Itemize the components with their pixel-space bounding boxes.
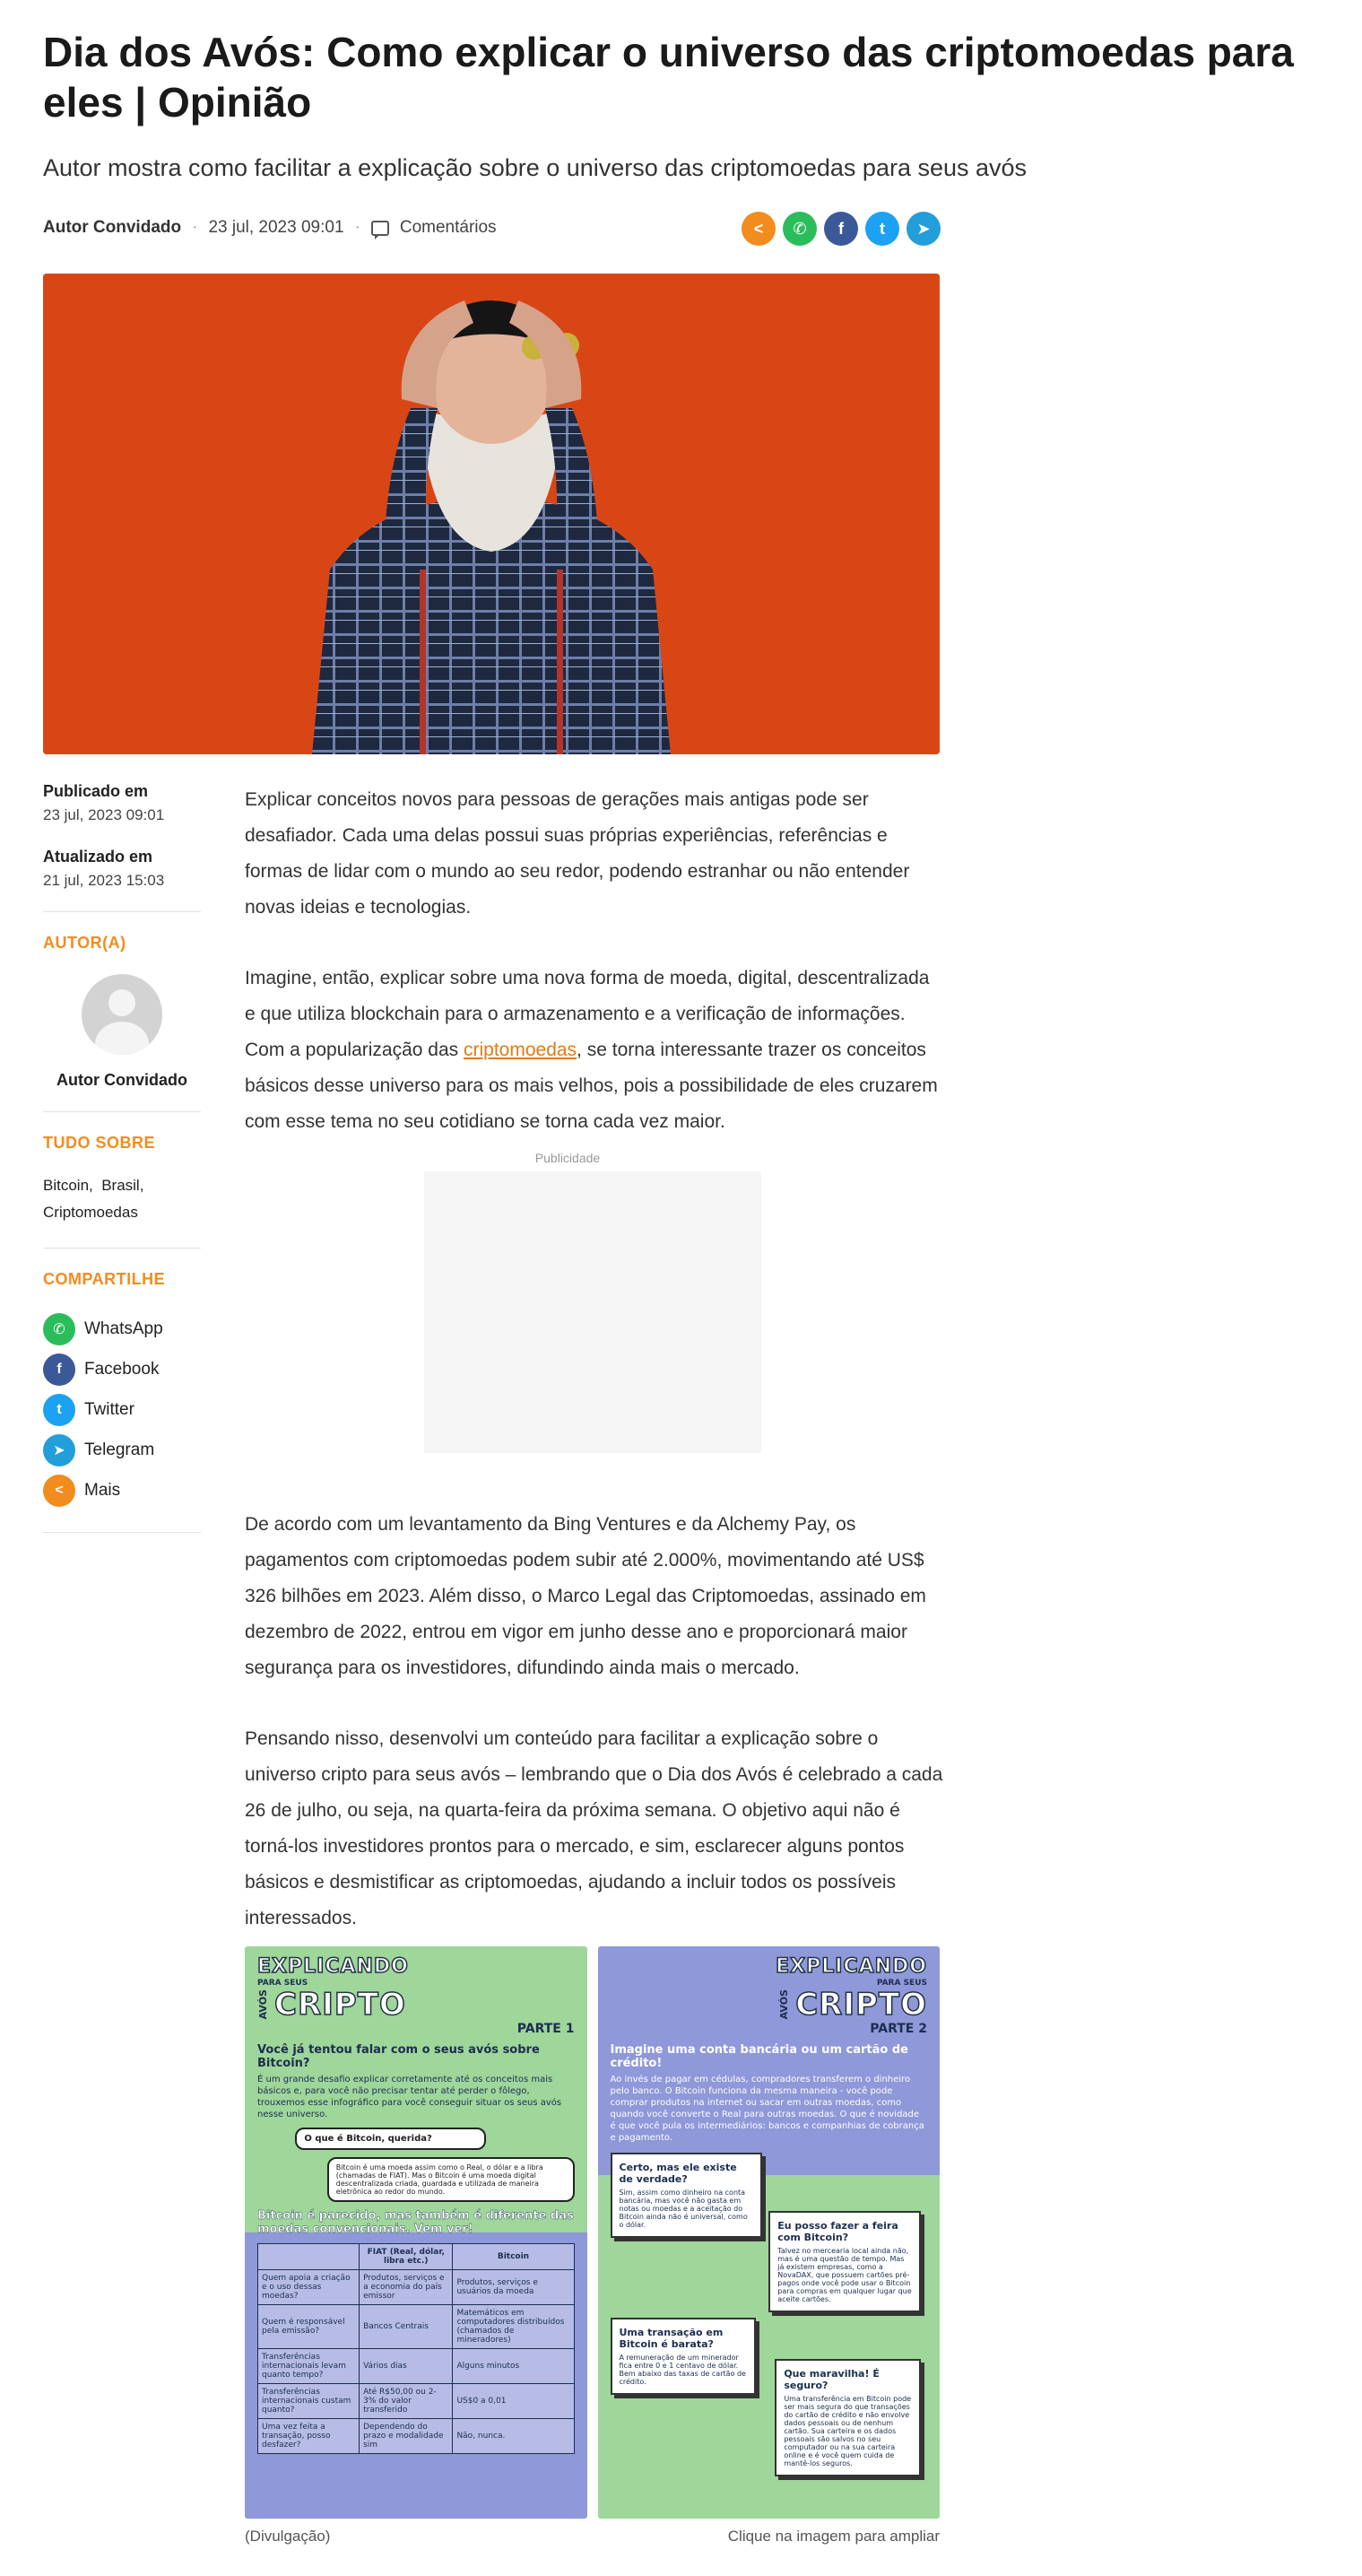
divider bbox=[43, 1248, 201, 1249]
share-buttons-top bbox=[742, 212, 941, 246]
paragraph-text: Imagine, então, explicar sobre uma nova forma de moeda, digital, descentralizada e que utiliza blockchain para o armazenamento e a verificação de informações. Com a popularização das bbox=[245, 968, 930, 1060]
table-cell: Transferências internacionais levam quanto tempo? bbox=[258, 2349, 360, 2384]
infographic-card bbox=[775, 2359, 921, 2476]
tag-list bbox=[43, 1172, 201, 1226]
infographic-intro: Ao invés de pagar em cédulas, compradores transferem o dinheiro pelo banco. O Bitcoin funciona da mesma maneira - você pode comprar produtos na internet ou sacar em outras moedas, como quando você converte o Real para outras moedas. O que é novidade é que você pula os intermediários: bancos e companhias de cobrança e pagamento. bbox=[610, 2075, 924, 2143]
table-cell: Não, nunca. bbox=[453, 2419, 574, 2454]
whatsapp-icon: ✆ bbox=[43, 1313, 75, 1345]
card-text: Talvez no mercearia local ainda não, mas é uma questão de tempo. Mas já existem empresas, como a NovaDAX, que possuem cartões pré-pagos onde você pode usar o Bitcoin para compras em qualquer lugar que aceite cartões. bbox=[777, 2247, 912, 2303]
infographic-gallery[interactable] bbox=[245, 1946, 940, 2519]
table-cell: Uma vez feita a transação, posso desfazer? bbox=[258, 2419, 360, 2454]
paragraph bbox=[245, 961, 944, 1140]
infographic-card bbox=[611, 2318, 757, 2395]
tag-bitcoin[interactable]: Bitcoin, bbox=[43, 1177, 93, 1194]
infographic-part-2[interactable] bbox=[598, 1946, 941, 2519]
share-twitter[interactable] bbox=[43, 1389, 201, 1430]
speech-bubble: O que é Bitcoin, querida? bbox=[295, 2128, 485, 2150]
speech-bubble: Bitcoin é uma moeda assim como o Real, o dólar e a libra (chamadas de FIAT). Mas o Bitcoin é uma moeda digital descentralizada criada, guardada e utilizada de maneira eletrônica ao redor do mundo. bbox=[327, 2157, 575, 2202]
infographic-para-label: PARA SEUS bbox=[257, 1979, 308, 1988]
published-label: Publicado em bbox=[43, 782, 149, 800]
table-cell: Produtos, serviços e a economia do país emissor bbox=[360, 2270, 453, 2305]
share-facebook-label: Facebook bbox=[84, 1359, 160, 1379]
infographic-heading: EXPLICANDO bbox=[776, 1955, 927, 1978]
table-cell: Quem apoia a criação e o uso dessas moedas? bbox=[258, 2270, 360, 2305]
image-captions bbox=[245, 2528, 940, 2546]
facebook-icon: f bbox=[43, 1353, 75, 1386]
published-date: 23 jul, 2023 09:01 bbox=[43, 806, 165, 823]
infographic-question: Você já tentou falar com o seus avós sobre Bitcoin? bbox=[257, 2043, 540, 2070]
card-title: Que maravilha! É seguro? bbox=[784, 2368, 880, 2391]
twitter-icon: t bbox=[43, 1394, 75, 1426]
card-text: Sim, assim como dinheiro na conta bancária, mas você não gasta em notas ou moedas e a aceitação do Bitcoin ainda não é universal, como o dólar. bbox=[619, 2189, 748, 2229]
infographic-big-title: CRIPTO bbox=[795, 1987, 927, 2023]
share-whatsapp-label: WhatsApp bbox=[84, 1318, 163, 1338]
infographic-part-1[interactable] bbox=[245, 1946, 587, 2519]
article-meta bbox=[43, 218, 497, 238]
divider bbox=[43, 1532, 201, 1533]
facebook-icon[interactable]: f bbox=[824, 212, 858, 246]
infographic-side-label: AVÓS bbox=[257, 1989, 269, 2020]
card-text: A remuneração de um minerador fica entre 0 e 1 centavo de dólar. Bem abaixo das taxas de cartão de crédito. bbox=[619, 2354, 746, 2386]
infographic-para-label: PARA SEUS bbox=[876, 1979, 927, 1988]
table-cell: Bancos Centrais bbox=[360, 2305, 453, 2349]
share-more[interactable] bbox=[43, 1470, 201, 1510]
card-title: Eu posso fazer a feira com Bitcoin? bbox=[777, 2220, 898, 2243]
updated-label: Atualizado em bbox=[43, 848, 153, 866]
infographic-intro: É um grande desafio explicar corretamente até os conceitos mais básicos e, para você não precisar tentar até perder o fôlego, trouxemos esse infográfico para você conseguir situar os seus avós nesse universo. bbox=[257, 2075, 562, 2119]
infographic-compare-heading: Bitcoin é parecido, mas também é diferente das moedas convencionais. Vem ver! bbox=[257, 2209, 574, 2236]
card-title: Certo, mas ele existe de verdade? bbox=[619, 2162, 737, 2185]
table-cell: Transferências internacionais custam quanto? bbox=[258, 2384, 360, 2419]
separator: · bbox=[192, 218, 198, 237]
comments-link[interactable]: Comentários bbox=[399, 218, 497, 237]
article-subtitle: Autor mostra como facilitar a explicação sobre o universo das criptomoedas para seus avós bbox=[43, 154, 1028, 181]
share-facebook[interactable] bbox=[43, 1349, 201, 1389]
tag-criptomoedas[interactable]: Criptomoedas bbox=[43, 1204, 138, 1221]
comment-icon[interactable] bbox=[371, 221, 389, 236]
caption-credit: (Divulgação) bbox=[245, 2528, 331, 2545]
criptomoedas-link[interactable]: criptomoedas bbox=[463, 1040, 577, 1060]
share-icon[interactable]: < bbox=[742, 212, 776, 246]
twitter-icon[interactable]: t bbox=[865, 212, 899, 246]
infographic-question: Imagine uma conta bancária ou um cartão de crédito! bbox=[610, 2043, 908, 2070]
telegram-icon[interactable]: ➤ bbox=[907, 212, 941, 246]
table-cell: Até R$50,00 ou 2-3% do valor transferido bbox=[360, 2384, 453, 2419]
share-telegram-label: Telegram bbox=[84, 1440, 155, 1459]
share-whatsapp[interactable] bbox=[43, 1309, 201, 1349]
table-cell: Matemáticos em computadores distribuídos (chamados de mineradores) bbox=[453, 2305, 574, 2349]
comparison-table bbox=[257, 2243, 575, 2454]
table-header: Bitcoin bbox=[453, 2244, 574, 2270]
share-icon: < bbox=[43, 1475, 75, 1507]
hero-image bbox=[43, 274, 940, 754]
table-row bbox=[258, 2349, 575, 2384]
infographic-card bbox=[768, 2211, 921, 2312]
topics-heading: TUDO SOBRE bbox=[43, 1134, 156, 1152]
share-twitter-label: Twitter bbox=[84, 1399, 134, 1419]
table-row bbox=[258, 2270, 575, 2305]
meta-date: 23 jul, 2023 09:01 bbox=[208, 218, 344, 237]
paragraph: Explicar conceitos novos para pessoas de gerações mais antigas pode ser desafiador. Cada uma delas possui suas próprias experiências, referências e formas de lidar com o mundo ao seu redor, podendo estranhar ou não entender novas ideias e tecnologias. bbox=[245, 789, 910, 918]
infographic-heading: EXPLICANDO bbox=[257, 1955, 409, 1978]
table-cell: Quem é responsável pela emissão? bbox=[258, 2305, 360, 2349]
infographic-part-label: PARTE 2 bbox=[870, 2022, 927, 2036]
table-header bbox=[258, 2244, 360, 2270]
ad-label: Publicidade bbox=[534, 1151, 601, 1165]
divider bbox=[43, 1111, 201, 1112]
meta-author-link[interactable]: Autor Convidado bbox=[43, 218, 182, 237]
table-cell: Alguns minutos bbox=[453, 2349, 574, 2384]
divider bbox=[43, 911, 201, 912]
share-telegram[interactable] bbox=[43, 1430, 201, 1470]
paragraph: De acordo com um levantamento da Bing Ventures e da Alchemy Pay, os pagamentos com criptomoedas podem subir até 2.000%, movimentando até US$ 326 bilhões em 2023. Além disso, o Marco Legal das Criptomoedas, assinado em dezembro de 2022, entrou em vigor em junho desse ano e proporcionará maior segurança para os investidores, difundindo ainda mais o mercado. bbox=[245, 1514, 926, 1678]
infographic-card bbox=[611, 2153, 763, 2238]
table-row bbox=[258, 2305, 575, 2349]
article-body bbox=[245, 782, 944, 1971]
infographic-big-title: CRIPTO bbox=[274, 1987, 406, 2023]
share-more-label: Mais bbox=[84, 1480, 121, 1500]
table-cell: Vários dias bbox=[360, 2349, 453, 2384]
table-cell: Produtos, serviços e usuários da moeda bbox=[453, 2270, 574, 2305]
author-name-link[interactable]: Autor Convidado bbox=[56, 1071, 187, 1089]
ad-placeholder bbox=[424, 1171, 761, 1453]
paragraph-text: , se torna interessante trazer os conceitos básicos desse universo para os mais velhos, pois a possibilidade de eles cruzarem com esse tema no seu cotidiano se torna cada vez maior. bbox=[245, 1040, 938, 1132]
table-row bbox=[258, 2384, 575, 2419]
article-title: Dia dos Avós: Como explicar o universo das criptomoedas para eles | Opinião bbox=[43, 29, 1294, 126]
separator: · bbox=[354, 218, 360, 237]
infographic-side-label: AVÓS bbox=[778, 1989, 791, 2020]
whatsapp-icon[interactable]: ✆ bbox=[783, 212, 817, 246]
telegram-icon: ➤ bbox=[43, 1434, 75, 1466]
article-sidebar bbox=[43, 782, 201, 1554]
author-avatar[interactable] bbox=[82, 974, 162, 1055]
tag-brasil[interactable]: Brasil, bbox=[101, 1177, 144, 1194]
share-heading: COMPARTILHE bbox=[43, 1270, 166, 1288]
author-heading: AUTOR(A) bbox=[43, 934, 126, 952]
caption-enlarge-hint[interactable]: Clique na imagem para ampliar bbox=[727, 2528, 940, 2545]
share-list bbox=[43, 1309, 201, 1510]
table-cell: Dependendo do prazo e modalidade sim bbox=[360, 2419, 453, 2454]
card-text: Uma transferência em Bitcoin pode ser mais segura do que transações do cartão de crédito e não envolve dados pessoais ou de nenhum cartão. Sua carteira e os dados pessoais são salvos no seu computador ou na sua carteira online e é você quem cuida de mantê-los seguros. bbox=[784, 2395, 912, 2467]
table-row bbox=[258, 2419, 575, 2454]
card-title: Uma transação em Bitcoin é barata? bbox=[619, 2327, 724, 2350]
table-cell: US$0 a 0,01 bbox=[453, 2384, 574, 2419]
paragraph: Pensando nisso, desenvolvi um conteúdo para facilitar a explicação sobre o universo cripto para seus avós – lembrando que o Dia dos Avós é celebrado a cada 26 de julho, ou seja, na quarta-feira da próxima semana. O objetivo aqui não é torná-los investidores prontos para o mercado, e sim, esclarecer alguns pontos básicos e desmistificar as criptomoedas, ajudando a incluir todos os possíveis interessados. bbox=[245, 1728, 943, 1928]
infographic-part-label: PARTE 1 bbox=[516, 2022, 575, 2036]
updated-date: 21 jul, 2023 15:03 bbox=[43, 872, 165, 889]
table-header: FIAT (Real, dólar, libra etc.) bbox=[360, 2244, 453, 2270]
